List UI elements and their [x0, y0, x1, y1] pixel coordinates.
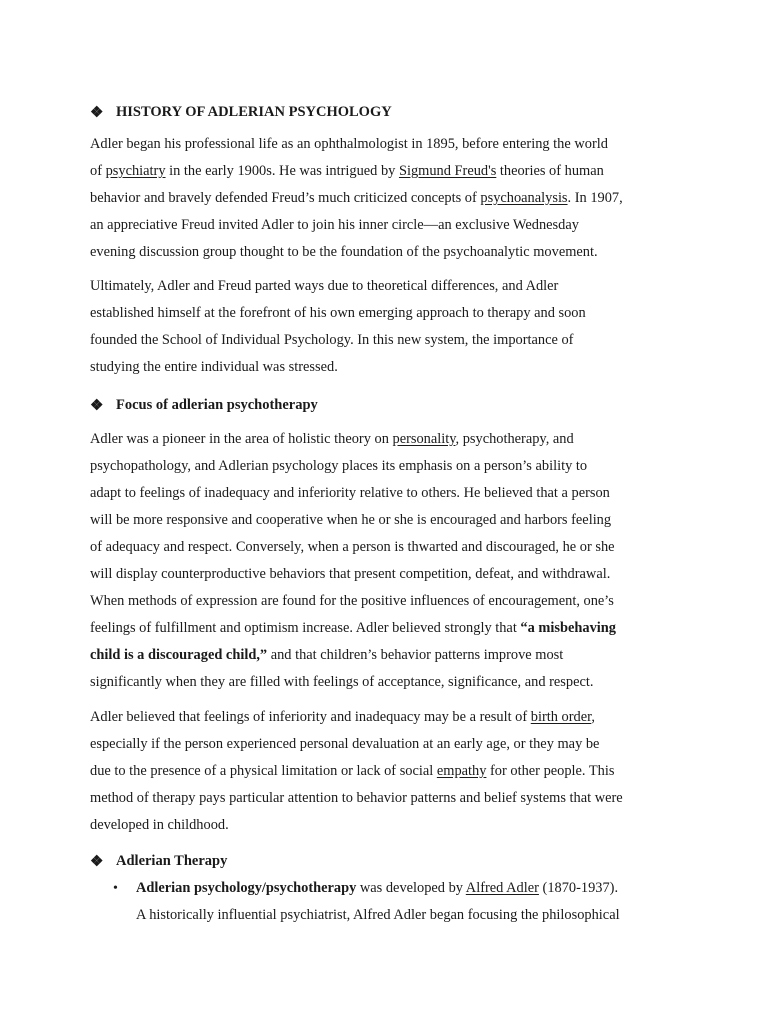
link-empathy[interactable]: empathy: [436, 763, 487, 779]
link-sigmund-freud[interactable]: Sigmund Freud's: [398, 163, 497, 179]
diamond-bullet-icon: ❖: [90, 105, 104, 121]
link-psychiatry[interactable]: psychiatry: [105, 163, 166, 179]
link-personality[interactable]: personality: [392, 431, 456, 447]
text-line: Adler was a pioneer in the area of holistic theory on personality, psychotherapy, and: [90, 431, 574, 447]
paragraph: [90, 426, 690, 696]
text-line: established himself at the forefront of his own emerging approach to therapy and soon: [90, 305, 586, 321]
text-line: especially if the person experienced personal devaluation at an early age, or they may be: [90, 736, 600, 752]
text-line: Ultimately, Adler and Freud parted ways due to theoretical differences, and Adler: [90, 278, 559, 294]
text-line: method of therapy pays particular attention to behavior patterns and belief systems that were: [90, 790, 623, 806]
text-line: of adequacy and respect. Conversely, when a person is thwarted and discouraged, he or she: [90, 539, 615, 555]
bold-quote: “a misbehaving: [520, 620, 616, 636]
link-birth-order[interactable]: birth order: [530, 709, 592, 725]
bullet-dot-icon: •: [113, 881, 118, 896]
text-line: A historically influential psychiatrist, Alfred Adler began focusing the philosophical: [136, 907, 620, 923]
heading-text: Focus of adlerian psychotherapy: [116, 397, 318, 413]
bullet-list-item: [115, 875, 690, 929]
text-line: When methods of expression are found for the positive influences of encouragement, one’s: [90, 593, 614, 609]
text-line: feelings of fulfillment and optimism increase. Adler believed strongly that “a misbehaving: [90, 620, 616, 636]
text-line: Adler began his professional life as an ophthalmologist in 1895, before entering the world: [90, 136, 608, 152]
text-line: founded the School of Individual Psychology. In this new system, the importance of: [90, 332, 574, 348]
text-line: psychopathology, and Adlerian psychology places its emphasis on a person’s ability to: [90, 458, 588, 474]
text-line: will display counterproductive behaviors that present competition, defeat, and withdrawal.: [90, 566, 611, 582]
text-line: child is a discouraged child,” and that children’s behavior patterns improve most: [90, 647, 564, 663]
diamond-bullet-icon: ❖: [90, 854, 104, 870]
text-line: an appreciative Freud invited Adler to join his inner circle—an exclusive Wednesday: [90, 217, 579, 233]
link-alfred-adler[interactable]: Alfred Adler: [465, 880, 539, 896]
text-line: will be more responsive and cooperative when he or she is encouraged and harbors feeling: [90, 512, 612, 528]
link-psychoanalysis[interactable]: psychoanalysis: [480, 190, 568, 206]
paragraph: [90, 704, 690, 839]
section-heading-adlerian-therapy: [90, 852, 227, 871]
text-line: developed in childhood.: [90, 817, 229, 833]
text-line: behavior and bravely defended Freud’s much criticized concepts of psychoanalysis. In 1907,: [90, 190, 623, 206]
text-line: evening discussion group thought to be the foundation of the psychoanalytic movement.: [90, 244, 598, 260]
text-line: of psychiatry in the early 1900s. He was intrigued by Sigmund Freud's theories of human: [90, 163, 604, 179]
heading-text: Adlerian Therapy: [116, 853, 228, 869]
text-line: adapt to feelings of inadequacy and inferiority relative to others. He believed that a person: [90, 485, 610, 501]
heading-text: HISTORY OF ADLERIAN PSYCHOLOGY: [116, 104, 392, 120]
diamond-bullet-icon: ❖: [90, 398, 104, 414]
text-line: significantly when they are filled with feelings of acceptance, significance, and respect.: [90, 674, 594, 690]
section-heading-focus: [90, 396, 318, 415]
text-line: Adler believed that feelings of inferiority and inadequacy may be a result of birth order,: [90, 709, 595, 725]
bold-term: Adlerian psychology/psychotherapy: [136, 880, 357, 896]
text-line: Adlerian psychology/psychotherapy was developed by Alfred Adler (1870-1937).: [136, 880, 619, 896]
bold-quote: child is a discouraged child,”: [90, 647, 268, 663]
section-heading-history: [90, 103, 392, 122]
paragraph: [90, 273, 690, 381]
text-line: due to the presence of a physical limitation or lack of social empathy for other people. This: [90, 763, 615, 779]
text-line: studying the entire individual was stressed.: [90, 359, 338, 375]
bullet-text: [115, 875, 690, 929]
paragraph: [90, 131, 690, 266]
